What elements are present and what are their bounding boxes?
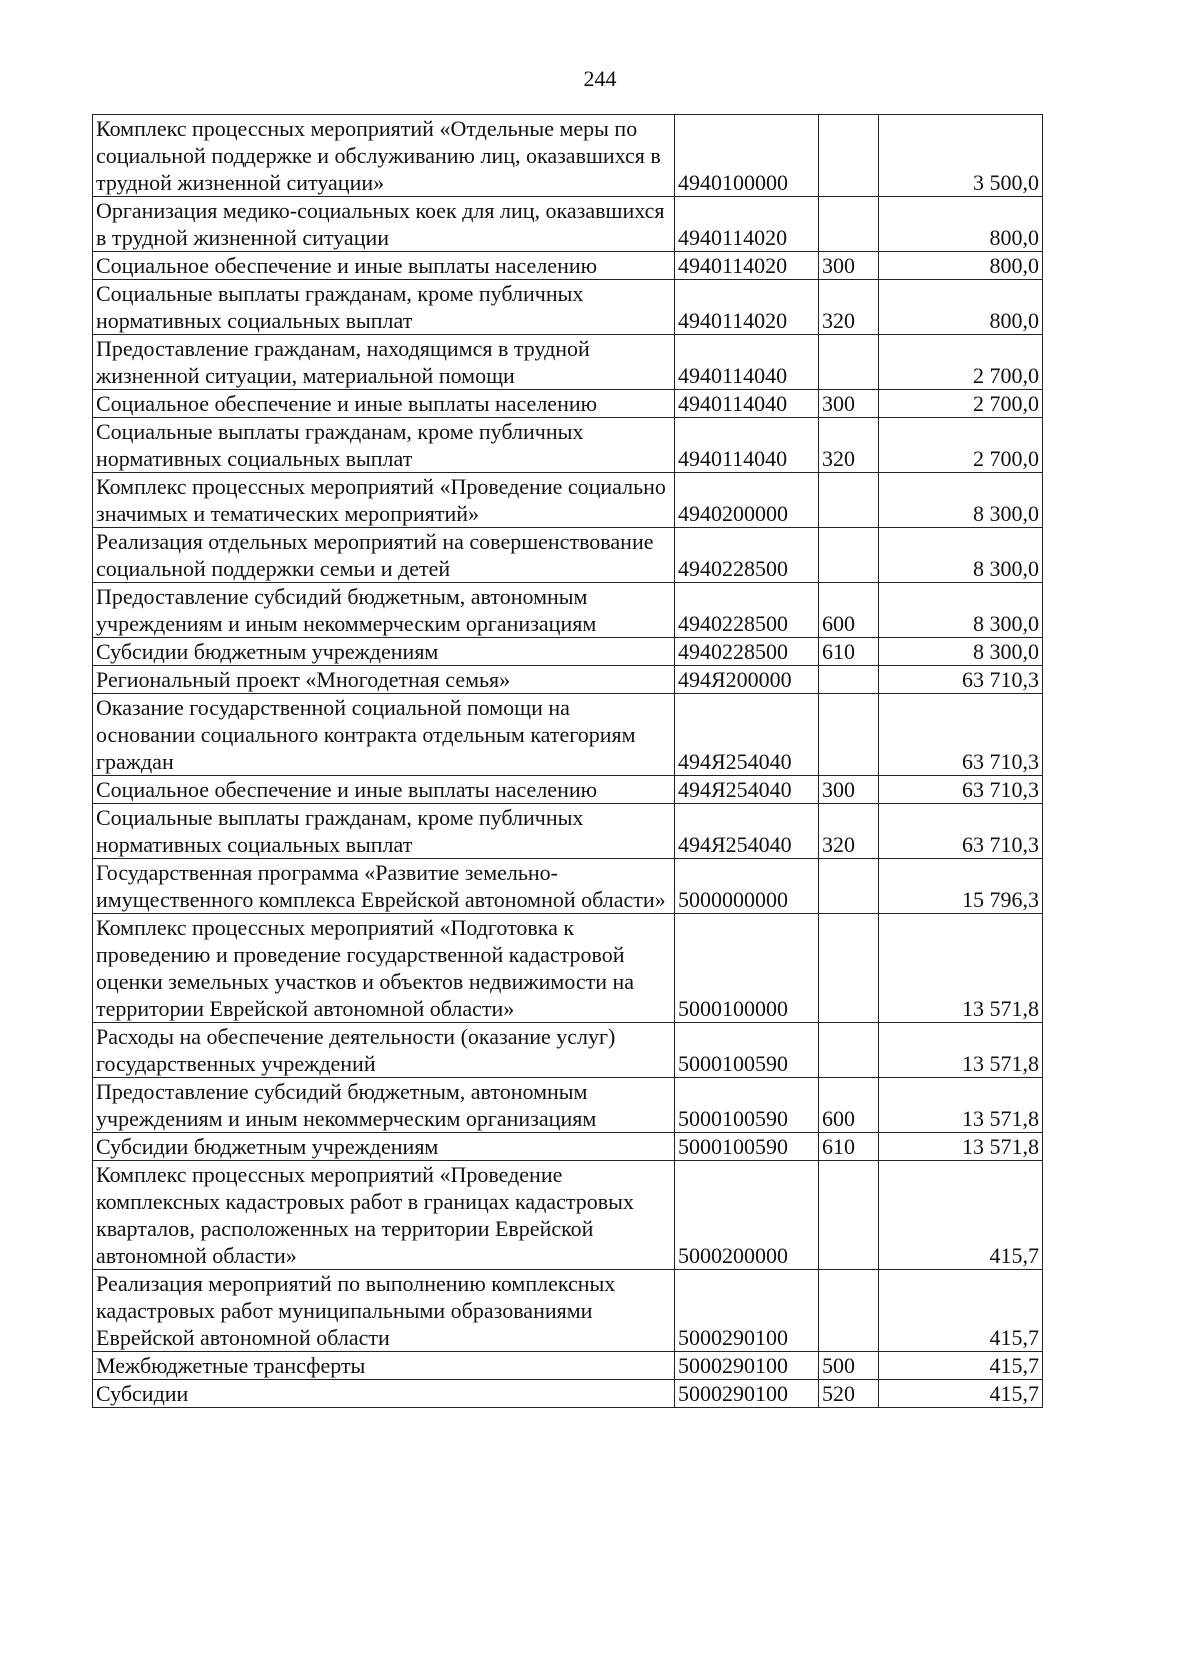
row-amount: 13 571,8: [879, 1133, 1043, 1161]
row-amount: 8 300,0: [879, 638, 1043, 666]
row-name: Предоставление гражданам, находящимся в трудной жизненной ситуации, материальной помощи: [93, 335, 675, 390]
page-number: 244: [583, 66, 617, 91]
row-name: Реализация мероприятий по выполнению комплексных кадастровых работ муниципальными образованиями Еврейской автономной области: [93, 1270, 675, 1352]
row-expense-type: [819, 473, 879, 528]
row-expense-type: [819, 1023, 879, 1078]
row-amount: 13 571,8: [879, 1023, 1043, 1078]
table-row: [93, 418, 1043, 473]
row-name: Социальные выплаты гражданам, кроме публичных нормативных социальных выплат: [93, 280, 675, 335]
row-name: Субсидии бюджетным учреждениям: [93, 638, 675, 666]
row-code: 5000290100: [675, 1270, 819, 1352]
table-row: [93, 638, 1043, 666]
row-name: Предоставление субсидий бюджетным, автономным учреждениям и иным некоммерческим организациям: [93, 1078, 675, 1133]
row-expense-type: 520: [819, 1380, 879, 1408]
table-row: [93, 1161, 1043, 1270]
row-name: Оказание государственной социальной помощи на основании социального контракта отдельным категориям граждан: [93, 694, 675, 776]
row-expense-type: 300: [819, 776, 879, 804]
row-code: 4940114020: [675, 197, 819, 252]
table-row: [93, 804, 1043, 859]
row-expense-type: 610: [819, 1133, 879, 1161]
row-amount: 800,0: [879, 197, 1043, 252]
row-expense-type: [819, 1161, 879, 1270]
row-expense-type: 300: [819, 390, 879, 418]
row-expense-type: [819, 335, 879, 390]
row-name: Социальное обеспечение и иные выплаты населению: [93, 390, 675, 418]
row-code: 4940228500: [675, 583, 819, 638]
row-code: 5000290100: [675, 1352, 819, 1380]
table-row: [93, 666, 1043, 694]
row-code: 5000200000: [675, 1161, 819, 1270]
table-row: [93, 473, 1043, 528]
row-code: 494Я254040: [675, 694, 819, 776]
row-expense-type: [819, 694, 879, 776]
row-amount: 8 300,0: [879, 583, 1043, 638]
row-amount: 2 700,0: [879, 418, 1043, 473]
row-amount: 415,7: [879, 1270, 1043, 1352]
row-name: Межбюджетные трансферты: [93, 1352, 675, 1380]
row-name: Предоставление субсидий бюджетным, автономным учреждениям и иным некоммерческим организациям: [93, 583, 675, 638]
row-code: 494Я254040: [675, 804, 819, 859]
table-row: [93, 583, 1043, 638]
row-name: Социальное обеспечение и иные выплаты населению: [93, 252, 675, 280]
row-name: Государственная программа «Развитие земельно-имущественного комплекса Еврейской автономной области»: [93, 859, 675, 914]
row-amount: 13 571,8: [879, 914, 1043, 1023]
row-name: Организация медико-социальных коек для лиц, оказавшихся в трудной жизненной ситуации: [93, 197, 675, 252]
row-name: Субсидии бюджетным учреждениям: [93, 1133, 675, 1161]
row-amount: 2 700,0: [879, 390, 1043, 418]
row-expense-type: [819, 528, 879, 583]
table-row: [93, 1270, 1043, 1352]
row-code: 494Я200000: [675, 666, 819, 694]
table-row: [93, 1380, 1043, 1408]
row-code: 4940200000: [675, 473, 819, 528]
row-expense-type: [819, 197, 879, 252]
row-expense-type: 320: [819, 418, 879, 473]
row-name: Комплекс процессных мероприятий «Отдельные меры по социальной поддержке и обслуживанию лиц, оказавшихся в трудной жизненной ситуации»: [93, 115, 675, 197]
table-row: [93, 197, 1043, 252]
row-code: 4940114020: [675, 280, 819, 335]
row-amount: 8 300,0: [879, 528, 1043, 583]
row-expense-type: [819, 666, 879, 694]
row-name: Комплекс процессных мероприятий «Проведение комплексных кадастровых работ в границах кадастровых кварталов, расположенных на территории Еврейской автономной области»: [93, 1161, 675, 1270]
row-code: 5000000000: [675, 859, 819, 914]
row-code: 5000100000: [675, 914, 819, 1023]
table-row: [93, 1133, 1043, 1161]
table-row: [93, 1352, 1043, 1380]
row-amount: 8 300,0: [879, 473, 1043, 528]
table-row: [93, 1023, 1043, 1078]
row-amount: 63 710,3: [879, 776, 1043, 804]
row-amount: 13 571,8: [879, 1078, 1043, 1133]
row-expense-type: [819, 115, 879, 197]
row-name: Комплекс процессных мероприятий «Подготовка к проведению и проведение государственной кадастровой оценки земельных участков и объектов недвижимости на территории Еврейской автономной области»: [93, 914, 675, 1023]
table-row: [93, 280, 1043, 335]
table-row: [93, 859, 1043, 914]
row-amount: 15 796,3: [879, 859, 1043, 914]
row-name: Комплекс процессных мероприятий «Проведение социально значимых и тематических мероприятий»: [93, 473, 675, 528]
row-expense-type: 300: [819, 252, 879, 280]
row-expense-type: 500: [819, 1352, 879, 1380]
row-code: 5000100590: [675, 1078, 819, 1133]
row-name: Реализация отдельных мероприятий на совершенствование социальной поддержки семьи и детей: [93, 528, 675, 583]
row-amount: 3 500,0: [879, 115, 1043, 197]
table-row: [93, 776, 1043, 804]
row-expense-type: 320: [819, 804, 879, 859]
row-code: 4940114040: [675, 390, 819, 418]
row-code: 4940228500: [675, 528, 819, 583]
row-amount: 63 710,3: [879, 666, 1043, 694]
row-code: 4940114040: [675, 335, 819, 390]
table-row: [93, 252, 1043, 280]
row-code: 4940114020: [675, 252, 819, 280]
row-code: 4940228500: [675, 638, 819, 666]
row-code: 5000100590: [675, 1023, 819, 1078]
row-amount: 415,7: [879, 1352, 1043, 1380]
row-amount: 63 710,3: [879, 694, 1043, 776]
row-code: 5000100590: [675, 1133, 819, 1161]
row-code: 4940114040: [675, 418, 819, 473]
row-name: Субсидии: [93, 1380, 675, 1408]
row-expense-type: 600: [819, 1078, 879, 1133]
row-name: Социальные выплаты гражданам, кроме публичных нормативных социальных выплат: [93, 804, 675, 859]
row-name: Региональный проект «Многодетная семья»: [93, 666, 675, 694]
row-code: 4940100000: [675, 115, 819, 197]
row-code: 5000290100: [675, 1380, 819, 1408]
row-amount: 415,7: [879, 1161, 1043, 1270]
budget-table: [92, 114, 1043, 1408]
budget-table-body: [93, 115, 1043, 1408]
row-expense-type: 600: [819, 583, 879, 638]
row-amount: 800,0: [879, 252, 1043, 280]
table-row: [93, 335, 1043, 390]
row-expense-type: 610: [819, 638, 879, 666]
row-expense-type: 320: [819, 280, 879, 335]
table-row: [93, 115, 1043, 197]
row-expense-type: [819, 859, 879, 914]
row-expense-type: [819, 914, 879, 1023]
table-row: [93, 528, 1043, 583]
row-name: Социальные выплаты гражданам, кроме публичных нормативных социальных выплат: [93, 418, 675, 473]
row-amount: 63 710,3: [879, 804, 1043, 859]
row-amount: 415,7: [879, 1380, 1043, 1408]
table-row: [93, 914, 1043, 1023]
table-row: [93, 694, 1043, 776]
table-row: [93, 1078, 1043, 1133]
row-name: Расходы на обеспечение деятельности (оказание услуг) государственных учреждений: [93, 1023, 675, 1078]
row-expense-type: [819, 1270, 879, 1352]
table-row: [93, 390, 1043, 418]
row-amount: 2 700,0: [879, 335, 1043, 390]
row-name: Социальное обеспечение и иные выплаты населению: [93, 776, 675, 804]
row-amount: 800,0: [879, 280, 1043, 335]
row-code: 494Я254040: [675, 776, 819, 804]
